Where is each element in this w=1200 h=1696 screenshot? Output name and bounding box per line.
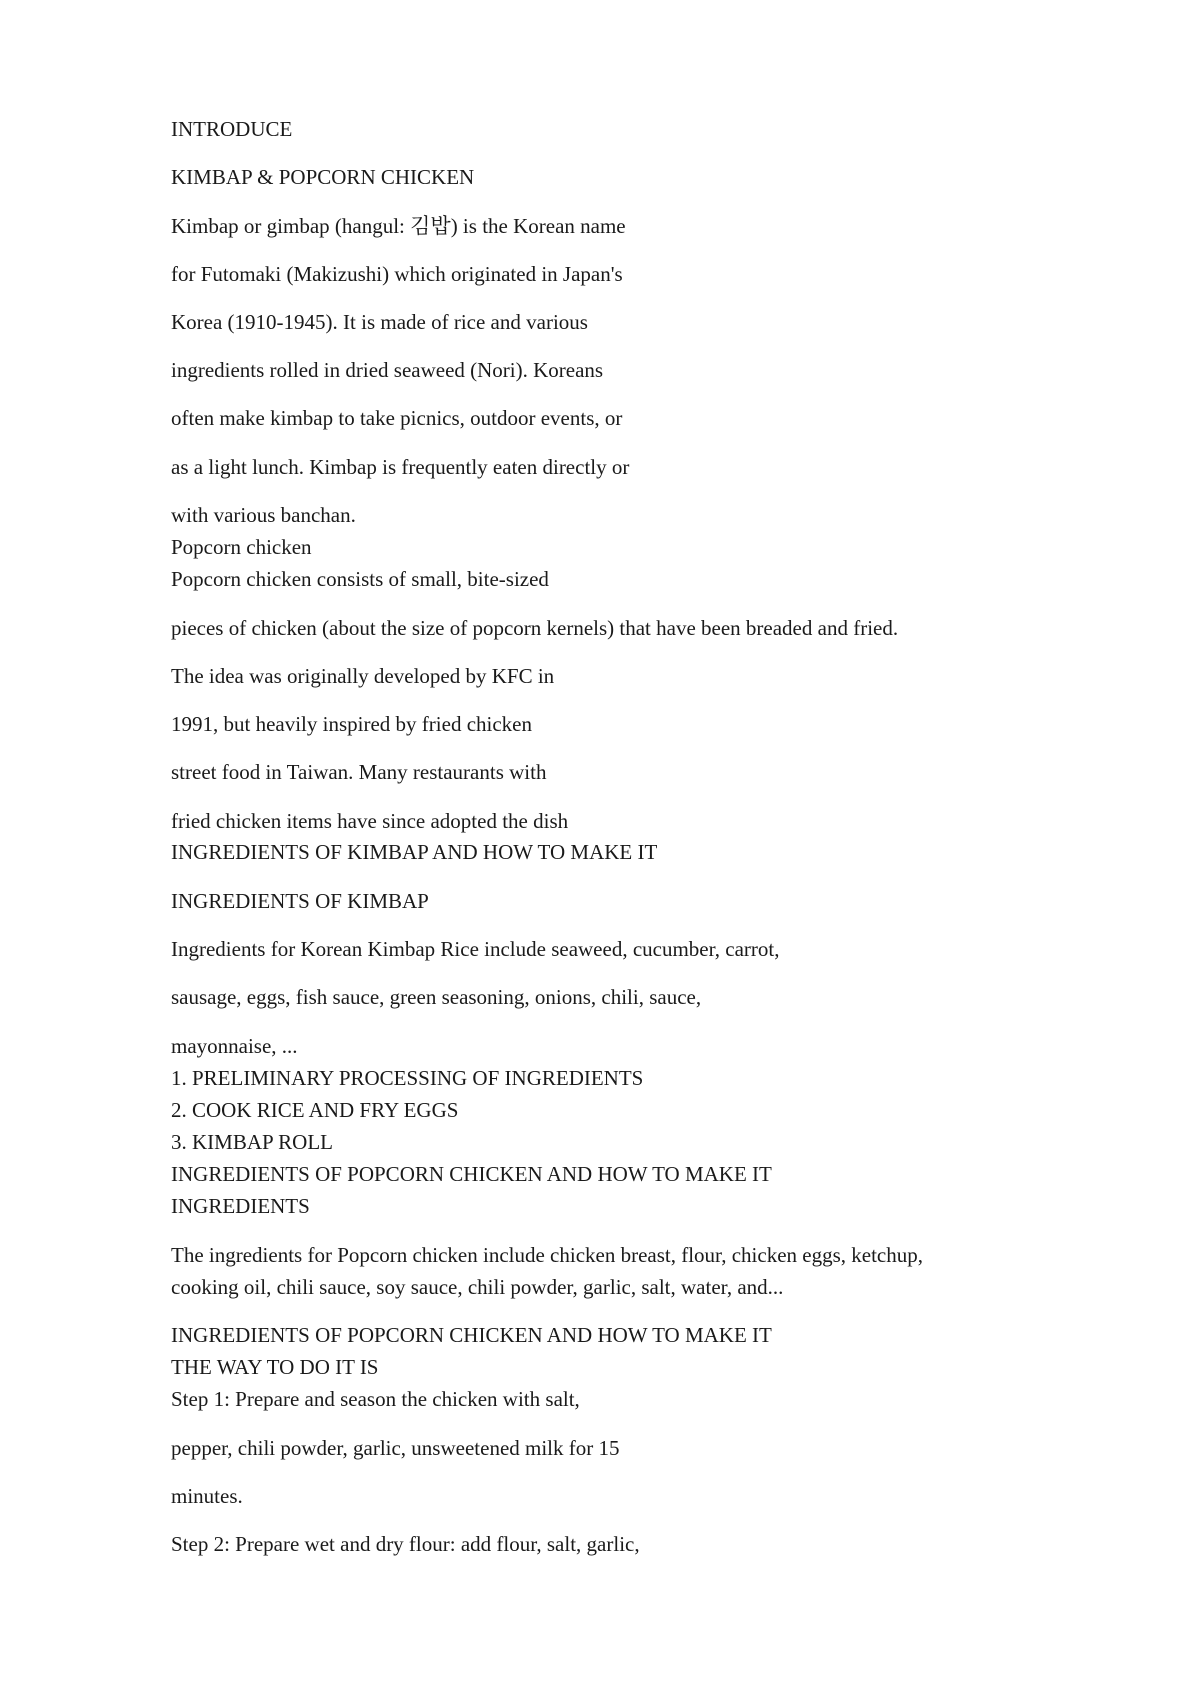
text-line: pieces of chicken (about the size of popcorn kernels) that have been breaded and fried. (171, 616, 899, 640)
text-line: Step 1: Prepare and season the chicken with salt, (171, 1387, 580, 1411)
heading-kimbap-ingredients: INGREDIENTS OF KIMBAP (171, 889, 429, 913)
heading-kimbap-how-to: INGREDIENTS OF KIMBAP AND HOW TO MAKE IT (171, 840, 658, 864)
text-line: Ingredients for Korean Kimbap Rice include seaweed, cucumber, carrot, (171, 937, 780, 961)
heading-popcorn-how-to: INGREDIENTS OF POPCORN CHICKEN AND HOW TO MAKE IT (171, 1162, 772, 1186)
text-line: fried chicken items have since adopted the dish (171, 809, 569, 833)
heading-popcorn-how-to-repeat: INGREDIENTS OF POPCORN CHICKEN AND HOW TO MAKE IT (171, 1323, 772, 1347)
heading-introduce: INTRODUCE (171, 117, 293, 141)
text-line: street food in Taiwan. Many restaurants with (171, 760, 547, 784)
subheading-popcorn-chicken: Popcorn chicken (171, 535, 312, 559)
step-heading: 3. KIMBAP ROLL (171, 1130, 333, 1154)
text-line: Step 2: Prepare wet and dry flour: add flour, salt, garlic, (171, 1532, 640, 1556)
heading-way-to-do: THE WAY TO DO IT IS (171, 1355, 379, 1379)
text-line: sausage, eggs, fish sauce, green seasoning, onions, chili, sauce, (171, 985, 702, 1009)
step-heading: 1. PRELIMINARY PROCESSING OF INGREDIENTS (171, 1066, 644, 1090)
text-line: often make kimbap to take picnics, outdoor events, or (171, 406, 623, 430)
text-line: mayonnaise, ... (171, 1034, 298, 1058)
text-line: cooking oil, chili sauce, soy sauce, chili powder, garlic, salt, water, and... (171, 1275, 784, 1299)
text-line: Kimbap or gimbap (hangul: 김밥) is the Korean name (171, 214, 626, 238)
title-kimbap-popcorn-chicken: KIMBAP & POPCORN CHICKEN (171, 165, 475, 189)
text-line: Popcorn chicken consists of small, bite-sized (171, 567, 549, 591)
text-line: The idea was originally developed by KFC in (171, 664, 555, 688)
text-line: minutes. (171, 1484, 243, 1508)
heading-popcorn-ingredients: INGREDIENTS (171, 1194, 310, 1218)
text-line: for Futomaki (Makizushi) which originated in Japan's (171, 262, 623, 286)
step-heading: 2. COOK RICE AND FRY EGGS (171, 1098, 459, 1122)
text-line: 1991, but heavily inspired by fried chicken (171, 712, 532, 736)
text-line: as a light lunch. Kimbap is frequently eaten directly or (171, 455, 630, 479)
text-line: ingredients rolled in dried seaweed (Nori). Koreans (171, 358, 604, 382)
text-line: pepper, chili powder, garlic, unsweetened milk for 15 (171, 1436, 620, 1460)
text-line: Korea (1910-1945). It is made of rice and various (171, 310, 588, 334)
text-line: with various banchan. (171, 503, 356, 527)
text-line: The ingredients for Popcorn chicken include chicken breast, flour, chicken eggs, ketchup, (171, 1243, 923, 1267)
